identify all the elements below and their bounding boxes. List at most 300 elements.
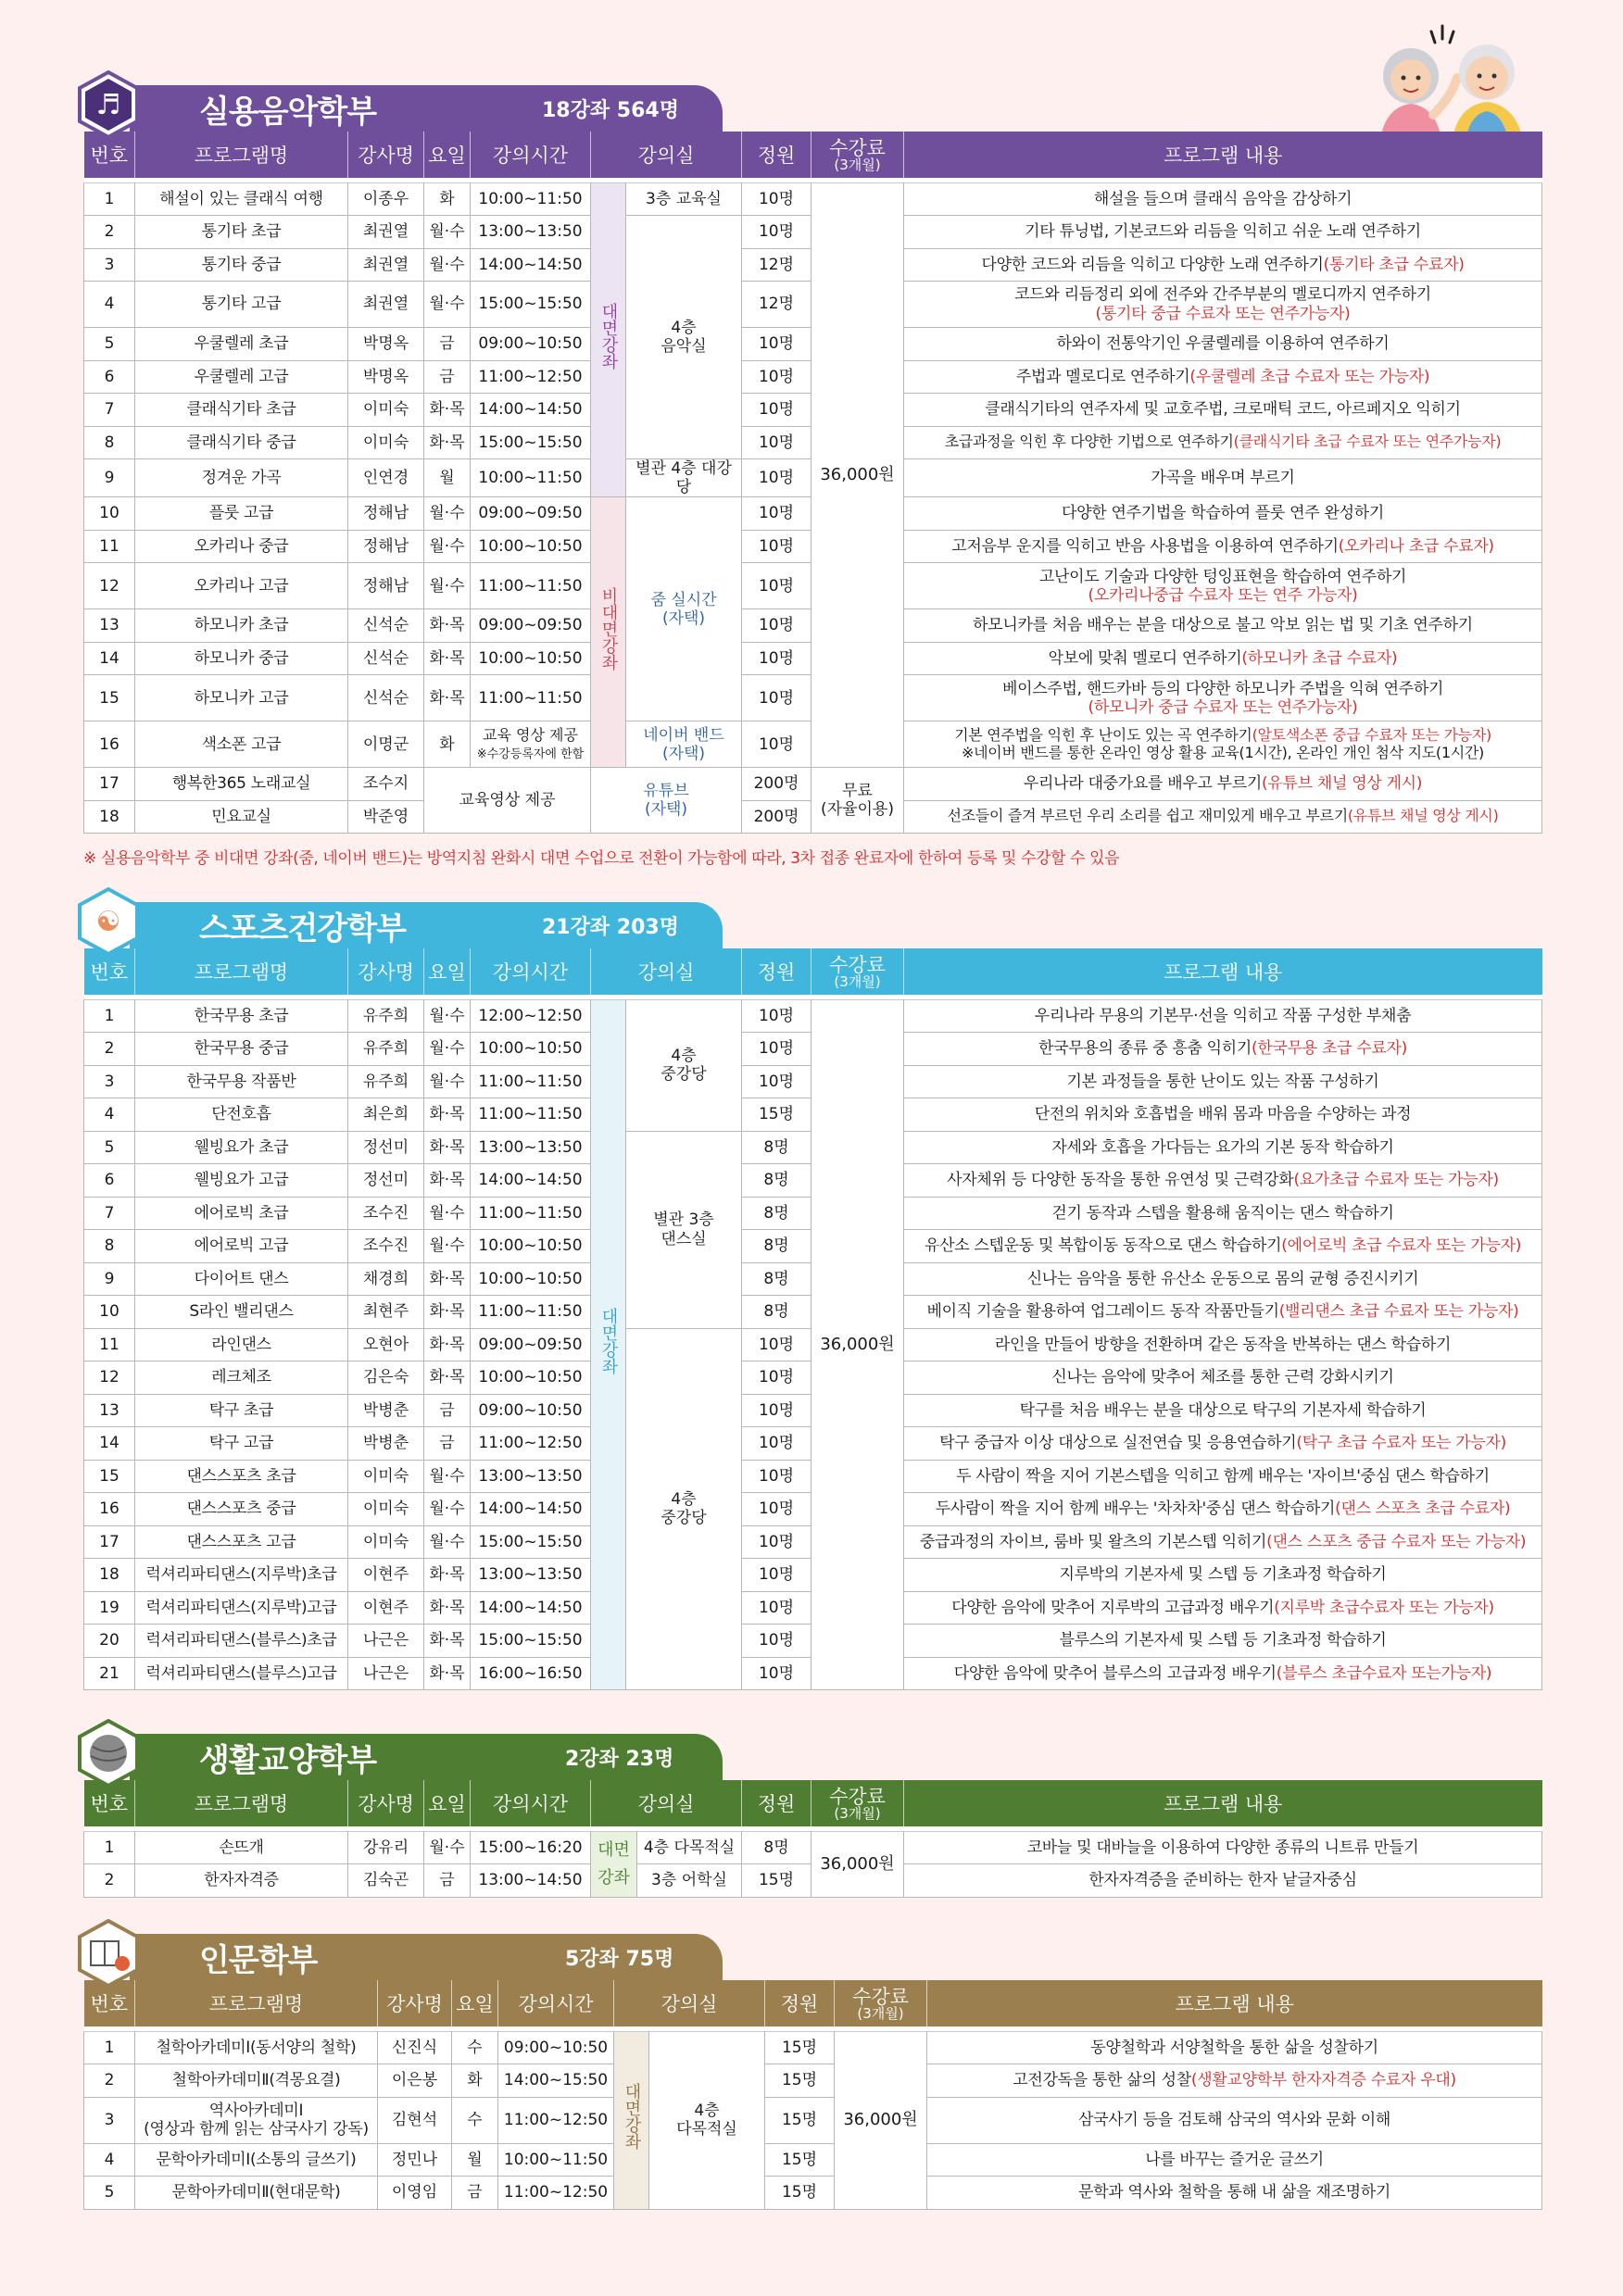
content-text: 문학과 역사와 철학을 통해 내 삶을 재조명하기	[1078, 2183, 1390, 2202]
section-humanities	[83, 1925, 1541, 2210]
cell-teacher: 이은봉	[378, 2064, 452, 2098]
cell-program: 댄스스포츠 초급	[135, 1460, 348, 1493]
cell-content	[904, 1427, 1542, 1461]
cell-program: 하모니카 초급	[135, 609, 348, 643]
cell-program: 한국무용 중급	[135, 1033, 348, 1066]
cell-teacher: 조수진	[348, 1197, 424, 1230]
cell-program: 행복한365 노래교실	[135, 768, 348, 801]
content-text: 기본 과정들을 통한 난이도 있는 작품 구성하기	[1066, 1072, 1379, 1091]
cell-content	[904, 1591, 1542, 1625]
section-count: 5강좌 75명	[565, 1947, 674, 1971]
cell-capacity: 8명	[742, 1230, 812, 1263]
content-note: (댄스 스포츠 초급 수료자)	[1335, 1499, 1511, 1519]
cell-time: 15:00~16:20	[471, 1831, 591, 1864]
guitar-icon: ♬	[95, 88, 121, 121]
cell-capacity: 10명	[742, 1625, 812, 1658]
cell-day: 월·수	[424, 497, 471, 531]
content-text: 지루박의 기본자세 및 스텝 등 기초과정 학습하기	[1059, 1565, 1387, 1585]
section-badge	[74, 70, 143, 139]
header-program: 프로그램명	[135, 1780, 348, 1826]
cell-no: 4	[84, 282, 135, 328]
cell-time: 14:00~15:50	[498, 2064, 614, 2098]
header-content: 프로그램 내용	[904, 948, 1542, 995]
section-badge	[74, 1719, 143, 1788]
cell-capacity: 8명	[742, 1296, 812, 1329]
header-teacher: 강사명	[348, 948, 424, 995]
content-note: (알토색소폰 중급 수료자 또는 가능자)	[1252, 725, 1491, 744]
cell-capacity: 10명	[742, 1394, 812, 1427]
cell-time: 11:00~12:50	[471, 1427, 591, 1461]
cell-no: 7	[84, 1197, 135, 1230]
cell-day: 화·목	[424, 1625, 471, 1658]
cell-program: 레크체조	[135, 1361, 348, 1395]
cell-time: 13:00~13:50	[471, 1131, 591, 1164]
cell-program: 해설이 있는 클래식 여행	[135, 182, 348, 216]
cell-content	[904, 1525, 1542, 1559]
content-text: 해설을 들으며 클래식 음악을 감상하기	[1093, 189, 1352, 208]
cell-capacity: 10명	[742, 426, 812, 459]
cell-teacher: 오현아	[348, 1328, 424, 1361]
cell-time: 11:00~12:50	[498, 2177, 614, 2210]
content-note: (오카리나 초급 수료자)	[1338, 536, 1494, 556]
header-capacity: 정원	[765, 1980, 835, 2026]
program-text: 역사아카데미Ⅰ	[208, 2101, 304, 2120]
header-time: 강의시간	[471, 948, 591, 995]
content-text: 고전강독을 통한 삶의 성찰	[1013, 2071, 1191, 2090]
cell-no: 14	[84, 642, 135, 675]
cell-capacity: 10명	[742, 1033, 812, 1066]
course-table	[83, 948, 1542, 1690]
header-room: 강의실	[591, 132, 742, 178]
header-fee-sub: (3개월)	[857, 2004, 904, 2022]
cell-capacity: 10명	[742, 721, 812, 768]
cell-no: 8	[84, 426, 135, 459]
cell-content	[927, 2143, 1542, 2177]
content-text: 사자체위 등 다양한 동작을 통한 유연성 및 근력강화	[947, 1171, 1294, 1190]
cell-teacher: 신석순	[348, 642, 424, 675]
cell-time: 15:00~15:50	[471, 1625, 591, 1658]
cell-time: 12:00~12:50	[471, 999, 591, 1033]
cell-teacher: 이명군	[348, 721, 424, 768]
cell-program: 댄스스포츠 고급	[135, 1525, 348, 1559]
cell-no: 18	[84, 800, 135, 834]
cell-capacity: 10명	[742, 1328, 812, 1361]
cell-content	[904, 1625, 1542, 1658]
header-fee-label: 수강료	[829, 136, 886, 159]
cell-day: 화·목	[424, 1164, 471, 1198]
room-line1: 별관 3층	[653, 1211, 714, 1230]
content-text: 두사람이 짝을 지어 함께 배우는 '차차차'중심 댄스 학습하기	[935, 1499, 1336, 1519]
room-line1: 네이버 밴드	[643, 725, 724, 745]
cell-time: 09:00~09:50	[471, 609, 591, 643]
cell-no: 3	[84, 2097, 135, 2143]
header-no: 번호	[84, 1780, 135, 1826]
cell-teacher: 나근은	[348, 1657, 424, 1690]
cell-no: 6	[84, 360, 135, 394]
cell-no: 12	[84, 1361, 135, 1395]
cell-content	[904, 563, 1542, 609]
cell-content	[904, 216, 1542, 249]
cell-teacher: 조수지	[348, 768, 424, 801]
cell-mode-nonface	[591, 497, 626, 768]
cell-time: 10:00~10:50	[471, 530, 591, 563]
cell-day: 화	[424, 721, 471, 768]
header-fee-label: 수강료	[852, 1985, 909, 2008]
cell-teacher: 이미숙	[348, 1525, 424, 1559]
cell-teacher: 채경희	[348, 1262, 424, 1296]
cell-no: 17	[84, 1525, 135, 1559]
section-count: 21강좌 203명	[542, 915, 679, 939]
cell-day: 화·목	[424, 1098, 471, 1132]
cell-teacher: 강유리	[348, 1831, 424, 1864]
cell-program: 럭셔리파티댄스(지루박)고급	[135, 1591, 348, 1625]
cell-capacity: 8명	[742, 1164, 812, 1198]
cell-day: 월·수	[424, 530, 471, 563]
content-text: 클래식기타의 연주자세 및 교호주법, 크로매틱 코드, 아르페지오 익히기	[985, 400, 1461, 420]
cell-day: 금	[424, 1394, 471, 1427]
cell-capacity: 8명	[742, 1831, 812, 1864]
time-text: 교육 영상 제공	[483, 725, 578, 744]
cell-day: 월	[452, 2143, 498, 2177]
header-fee	[812, 132, 904, 178]
room-line2: 음악실	[661, 337, 707, 356]
cell-fee: 36,000원	[812, 1831, 904, 1897]
header-no: 번호	[84, 1980, 135, 2026]
cell-content	[904, 1230, 1542, 1263]
cell-content	[904, 1262, 1542, 1296]
program-text: 문학아카데미Ⅱ(현대문학)	[171, 2183, 341, 2202]
cell-program: 통기타 초급	[135, 216, 348, 249]
header-program: 프로그램명	[135, 1980, 378, 2026]
content-text: 단전의 위치와 호흡법을 배워 몸과 마음을 수양하는 과정	[1034, 1105, 1412, 1124]
content-note: (에어로빅 초급 수료자 또는 가능자)	[1281, 1236, 1522, 1256]
cell-no: 11	[84, 530, 135, 563]
cell-content: 코바늘 및 대바늘을 이용하여 다양한 종류의 니트류 만들기	[904, 1831, 1542, 1864]
cell-program: 댄스스포츠 중급	[135, 1493, 348, 1526]
cell-capacity: 10명	[742, 642, 812, 675]
cell-room	[626, 999, 742, 1131]
cell-content: 한자자격증을 준비하는 한자 낱글자중심	[904, 1864, 1542, 1898]
cell-teacher: 정해남	[348, 497, 424, 531]
header-capacity: 정원	[742, 1780, 812, 1826]
cell-fee-free	[812, 768, 904, 834]
section-title: 인문학부	[199, 1941, 318, 1979]
cell-time: 10:00~10:50	[471, 1033, 591, 1066]
cell-no: 4	[84, 1098, 135, 1132]
cell-time: 11:00~11:50	[471, 1197, 591, 1230]
cell-time: 11:00~11:50	[471, 1065, 591, 1098]
cell-capacity: 10명	[742, 999, 812, 1033]
content-note: (탁구 초급 수료자 또는 가능자)	[1296, 1434, 1506, 1453]
cell-teacher: 유주희	[348, 1065, 424, 1098]
cell-no: 15	[84, 1460, 135, 1493]
content-note: (하모니카 초급 수료자)	[1241, 648, 1398, 668]
cell-day: 금	[452, 2177, 498, 2210]
cell-teacher: 박명옥	[348, 360, 424, 394]
content-text: 걷기 동작과 스텝을 활용해 움직이는 댄스 학습하기	[1051, 1203, 1394, 1223]
cell-teacher: 김숙곤	[348, 1864, 424, 1898]
content-text: 가곡을 배우며 부르기	[1151, 469, 1295, 488]
cell-room: 3층 교육실	[626, 182, 742, 216]
cell-content	[904, 642, 1542, 675]
cell-content	[904, 459, 1542, 497]
content-text: 신나는 음악에 맞추어 체조를 통한 근력 강화시키기	[1051, 1368, 1394, 1387]
header-content: 프로그램 내용	[904, 132, 1542, 178]
cell-mode	[591, 999, 626, 1690]
cell-no: 2	[84, 2064, 135, 2098]
cell-teacher: 정민나	[378, 2143, 452, 2177]
cell-no: 6	[84, 1164, 135, 1198]
content-text: 한국무용의 종류 중 흥춤 익히기	[1038, 1039, 1252, 1059]
cell-teacher: 박병춘	[348, 1427, 424, 1461]
cell-teacher: 최은희	[348, 1098, 424, 1132]
header-no: 번호	[84, 132, 135, 178]
cell-time: 11:00~12:50	[471, 360, 591, 394]
cell-day: 화·목	[424, 394, 471, 427]
cell-time: 14:00~14:50	[471, 1493, 591, 1526]
header-no: 번호	[84, 948, 135, 995]
cell-teacher: 유주희	[348, 1033, 424, 1066]
content-text: 다양한 음악에 맞추어 지루박의 고급과정 배우기	[951, 1598, 1275, 1617]
cell-room	[626, 216, 742, 459]
cell-no: 12	[84, 563, 135, 609]
cell-day: 화·목	[424, 1657, 471, 1690]
table-row	[84, 1831, 1542, 1864]
cell-content	[904, 360, 1542, 394]
room-line2: (자택)	[661, 744, 706, 763]
content-text: 베이직 기술을 활용하여 업그레이드 동작 작품만들기	[926, 1302, 1279, 1322]
cell-no: 14	[84, 1427, 135, 1461]
cell-time: 13:00~13:50	[471, 1559, 591, 1592]
cell-program: 다이어트 댄스	[135, 1262, 348, 1296]
cell-no: 5	[84, 328, 135, 361]
content-note: (유튜브 채널 영상 게시)	[1347, 807, 1499, 825]
cell-no: 3	[84, 1065, 135, 1098]
cell-teacher: 최권열	[348, 282, 424, 328]
cell-time: 11:00~12:50	[498, 2097, 614, 2143]
cell-content	[904, 1559, 1542, 1592]
content-note: (지루박 초급수료자 또는 가능자)	[1274, 1598, 1494, 1617]
cell-program: 오카리나 고급	[135, 563, 348, 609]
cell-capacity: 15명	[742, 1864, 812, 1898]
header-capacity: 정원	[742, 132, 812, 178]
content-text: 나를 바꾸는 즐거운 글쓰기	[1145, 2150, 1324, 2169]
cell-capacity: 200명	[742, 768, 812, 801]
cell-time: 10:00~10:50	[471, 642, 591, 675]
content-text-2: ※네이버 밴드를 통한 온라인 영상 활용 교육(1시간), 온라인 개인 첨삭 지도(1시간)	[962, 743, 1484, 761]
cell-fee: 36,000원	[835, 2031, 927, 2209]
cell-day: 월·수	[424, 282, 471, 328]
header-day: 요일	[424, 948, 471, 995]
cell-room: 3층 어학실	[637, 1864, 742, 1898]
cell-capacity: 8명	[742, 1197, 812, 1230]
cell-fee: 36,000원	[812, 999, 904, 1690]
cell-no: 4	[84, 2143, 135, 2177]
cell-capacity: 15명	[765, 2031, 835, 2064]
content-text: 하모니카를 처음 배우는 분을 대상으로 불고 악보 읽는 법 및 기초 연주하기	[973, 616, 1473, 635]
cell-program	[135, 2031, 378, 2064]
table-row	[84, 2177, 1542, 2210]
content-text: 우리나라 대중가요를 배우고 부르기	[1023, 774, 1263, 794]
content-text: 다양한 연주기법을 학습하여 플룻 연주 완성하기	[1062, 504, 1384, 523]
mode-line1: 대면	[598, 1839, 630, 1860]
cell-capacity: 10명	[742, 1493, 812, 1526]
cell-content	[927, 2031, 1542, 2064]
cell-program: 우쿨렐레 고급	[135, 360, 348, 394]
cell-day: 금	[424, 1427, 471, 1461]
course-table	[83, 132, 1542, 834]
content-text: 고난이도 기술과 다양한 텅잉표현을 학습하여 연주하기	[1038, 567, 1407, 586]
cell-room	[649, 2031, 765, 2209]
table-row	[84, 182, 1542, 216]
content-text: 기본 연주법을 익힌 후 난이도 있는 곡 연주하기	[954, 725, 1252, 744]
cell-content	[904, 426, 1542, 459]
cell-capacity: 15명	[765, 2143, 835, 2177]
cell-capacity: 10명	[742, 360, 812, 394]
header-fee-sub: (3개월)	[834, 1804, 881, 1822]
cell-content	[904, 1296, 1542, 1329]
cell-content	[904, 999, 1542, 1033]
content-text: 탁구 중급자 이상 대상으로 실전연습 및 응용연습하기	[939, 1434, 1297, 1453]
content-note: (통기타 중급 수료자 또는 연주가능자)	[1095, 304, 1351, 323]
course-table	[83, 1980, 1542, 2210]
cell-no: 19	[84, 1591, 135, 1625]
cell-capacity: 200명	[742, 800, 812, 834]
cell-day: 화·목	[424, 1131, 471, 1164]
cell-capacity: 15명	[742, 1098, 812, 1132]
cell-day: 수	[452, 2097, 498, 2143]
cell-day: 화·목	[424, 675, 471, 721]
cell-teacher: 신진식	[378, 2031, 452, 2064]
cell-time: 09:00~09:50	[471, 497, 591, 531]
cell-time	[471, 721, 591, 768]
fee-free-sub: (자율이용)	[821, 800, 894, 820]
cell-no: 9	[84, 459, 135, 497]
cell-time: 14:00~14:50	[471, 394, 591, 427]
cell-no: 1	[84, 2031, 135, 2064]
cell-time: 14:00~14:50	[471, 1164, 591, 1198]
cell-program: 라인댄스	[135, 1328, 348, 1361]
cell-program: 색소폰 고급	[135, 721, 348, 768]
table-header-row	[84, 948, 1542, 995]
cell-day: 월·수	[424, 1197, 471, 1230]
header-room: 강의실	[591, 1780, 742, 1826]
cell-day: 화·목	[424, 1361, 471, 1395]
header-teacher: 강사명	[348, 132, 424, 178]
cell-teacher: 김현석	[378, 2097, 452, 2143]
cell-time: 16:00~16:50	[471, 1657, 591, 1690]
section-count: 18강좌 564명	[542, 98, 679, 122]
cell-no: 13	[84, 1394, 135, 1427]
cell-mode	[591, 1831, 637, 1897]
cell-program: S라인 밸리댄스	[135, 1296, 348, 1329]
content-text: 악보에 맞춰 멜로디 연주하기	[1048, 648, 1242, 668]
cell-capacity: 10명	[742, 182, 812, 216]
room-line1: 4층	[671, 1046, 697, 1065]
cell-program: 한국무용 초급	[135, 999, 348, 1033]
content-text: 고저음부 운지를 익히고 반음 사용법을 이용하여 연주하기	[951, 536, 1339, 556]
content-text: 우리나라 무용의 기본무·선을 익히고 작품 구성한 부채춤	[1034, 1006, 1412, 1025]
cell-program: 럭셔리파티댄스(블루스)초급	[135, 1625, 348, 1658]
cell-teacher: 정해남	[348, 530, 424, 563]
header-teacher: 강사명	[348, 1780, 424, 1826]
content-note: (요가초급 수료자 또는 가능자)	[1293, 1171, 1499, 1190]
content-note: (유튜브 채널 영상 게시)	[1262, 774, 1423, 794]
cell-program: 에어로빅 고급	[135, 1230, 348, 1263]
header-content: 프로그램 내용	[904, 1780, 1542, 1826]
cell-content	[904, 1394, 1542, 1427]
section-title: 실용음악학부	[199, 93, 377, 131]
cell-capacity: 10명	[742, 1361, 812, 1395]
cell-day: 금	[424, 360, 471, 394]
cell-content	[904, 248, 1542, 282]
header-program: 프로그램명	[135, 132, 348, 178]
cell-teacher: 이미숙	[348, 394, 424, 427]
content-text: 두 사람이 짝을 지어 기본스텝을 익히고 함께 배우는 '자이브'중심 댄스 학습하기	[956, 1466, 1490, 1486]
cell-capacity: 10명	[742, 497, 812, 531]
cell-room	[626, 1131, 742, 1328]
cell-capacity: 10명	[742, 1427, 812, 1461]
cell-teacher: 이영임	[378, 2177, 452, 2210]
cell-capacity: 15명	[765, 2177, 835, 2210]
program-text: 문학아카데미Ⅰ(소통의 글쓰기)	[156, 2150, 357, 2169]
content-note: (오카리나중급 수료자 또는 연주 가능자)	[1088, 585, 1358, 605]
cell-program: 클래식기타 초급	[135, 394, 348, 427]
cell-time: 10:00~10:50	[471, 1361, 591, 1395]
cell-content	[904, 1098, 1542, 1132]
content-note: (통기타 초급 수료자)	[1323, 255, 1465, 274]
cell-teacher: 정해남	[348, 563, 424, 609]
cell-program: 웰빙요가 초급	[135, 1131, 348, 1164]
cell-content	[904, 1197, 1542, 1230]
table-row	[84, 768, 1542, 801]
cell-program: 통기타 중급	[135, 248, 348, 282]
cell-program: 오카리나 중급	[135, 530, 348, 563]
cell-content	[904, 1460, 1542, 1493]
cell-no: 16	[84, 721, 135, 768]
cell-time: 14:00~14:50	[471, 248, 591, 282]
cell-program: 한자자격증	[135, 1864, 348, 1898]
cell-no: 2	[84, 216, 135, 249]
cell-day: 월·수	[424, 248, 471, 282]
section-header	[83, 1725, 1541, 1780]
room-line1: 4층	[671, 1490, 697, 1510]
cell-content	[904, 1657, 1542, 1690]
cell-no: 10	[84, 497, 135, 531]
header-room: 강의실	[591, 948, 742, 995]
cell-time: 10:00~11:50	[471, 182, 591, 216]
cell-time: 10:00~10:50	[471, 1262, 591, 1296]
cell-capacity: 10명	[742, 1591, 812, 1625]
content-text: 기타 튜닝법, 기본코드와 리듬을 익히고 쉬운 노래 연주하기	[1025, 222, 1421, 242]
cell-time: 09:00~10:50	[471, 1394, 591, 1427]
cell-time: 13:00~13:50	[471, 216, 591, 249]
section-sports-health	[83, 893, 1541, 1690]
cell-content	[927, 2097, 1542, 2143]
section-count: 2강좌 23명	[565, 1747, 674, 1771]
content-text: 자세와 호흡을 가다듬는 요가의 기본 동작 학습하기	[1051, 1137, 1394, 1157]
content-text: 베이스주법, 핸드카바 등의 다양한 하모니카 주법을 익혀 연주하기	[1001, 679, 1444, 698]
cell-content	[904, 497, 1542, 531]
cell-time: 15:00~15:50	[471, 426, 591, 459]
cell-teacher: 나근은	[348, 1625, 424, 1658]
header-room: 강의실	[614, 1980, 765, 2026]
content-text: 다양한 음악에 맞추어 블루스의 고급과정 배우기	[953, 1663, 1277, 1683]
cell-no: 8	[84, 1230, 135, 1263]
cell-capacity: 10명	[742, 609, 812, 643]
header-capacity: 정원	[742, 948, 812, 995]
content-note: (생활교양학부 한자자격증 수료자 우대)	[1190, 2071, 1456, 2090]
